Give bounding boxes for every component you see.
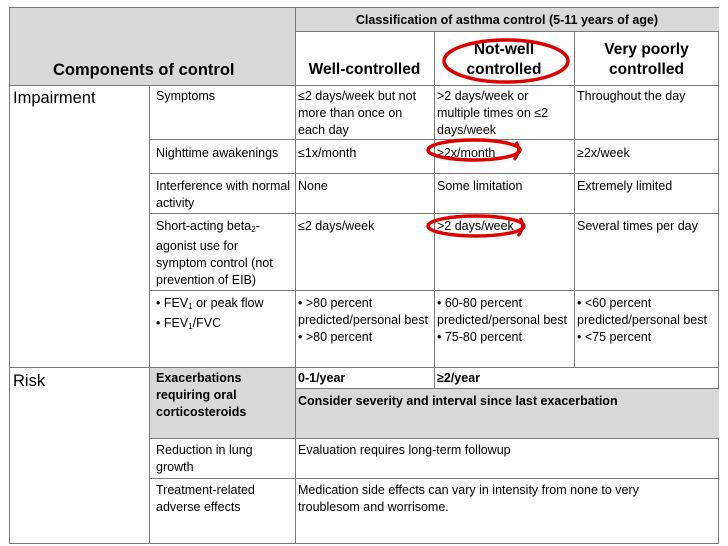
exacerbations-well: 0-1/year xyxy=(298,371,346,385)
grid-line xyxy=(149,85,150,544)
poor-cell: Extremely limited xyxy=(577,179,673,193)
poor-cell: Throughout the day xyxy=(577,89,686,103)
exacerbations-note: Consider severity and interval since last exacerbation xyxy=(298,394,618,408)
components-header: Components of control xyxy=(53,61,235,79)
adverse-effects-value: Medication side effects can vary in intensity from none to very troublesom and worrisome. xyxy=(298,483,639,514)
exacerbations-component: Exacerbations requiring oral corticosteroids xyxy=(156,371,247,419)
component-cell: • $FEV_1$ or peak flow • $FEV_1$/FVC xyxy=(156,296,264,331)
risk-label: Risk xyxy=(13,372,46,390)
component-cell: Short-acting beta$_2$-agonist use for symptom control (not prevention of EIB) xyxy=(156,219,273,287)
notwell-cell: >2 days/week xyxy=(437,219,514,233)
well-cell: None xyxy=(298,179,328,193)
component-cell: Nighttime awakenings xyxy=(156,146,279,160)
well-cell: ≤1x/month xyxy=(298,146,357,160)
grid-line xyxy=(149,438,719,439)
grid-line xyxy=(295,31,719,32)
well-controlled-header: Well-controlled xyxy=(308,61,421,78)
grid-line xyxy=(10,85,719,86)
adverse-effects-component: Treatment-related adverse effects xyxy=(156,483,255,514)
very-poorly-controlled-header: Very poorly controlled xyxy=(604,41,689,78)
poor-cell: Several times per day xyxy=(577,219,698,233)
notwell-cell: Some limitation xyxy=(437,179,523,193)
impairment-label: Impairment xyxy=(13,89,96,107)
notwell-cell: • 60-80 percent predicted/personal best • 75-80 percent xyxy=(437,296,567,344)
classification-header: Classification of asthma control (5-11 years of age) xyxy=(355,13,659,27)
exacerbations-notwell: ≥2/year xyxy=(437,371,481,385)
well-cell: ≤2 days/week xyxy=(298,219,375,233)
notwell-cell: ≥2x/month xyxy=(437,146,496,160)
notwell-cell: >2 days/week or multiple times on ≤2 days/week xyxy=(437,89,549,137)
well-cell: • >80 percent predicted/personal best • >80 percent xyxy=(298,296,428,344)
component-cell: Symptoms xyxy=(156,89,216,103)
well-cell: ≤2 days/week but not more than once on each day xyxy=(298,89,417,137)
poor-cell: • <60 percent predicted/personal best • <75 percent xyxy=(577,296,707,344)
not-well-controlled-header: Not-well controlled xyxy=(466,41,542,78)
asthma-control-table xyxy=(9,7,719,544)
grid-line xyxy=(295,388,719,389)
grid-line xyxy=(10,367,719,368)
component-cell: Interference with normal activity xyxy=(156,179,291,210)
poor-cell: ≥2x/week xyxy=(577,146,630,160)
lung-growth-value: Evaluation requires long-term followup xyxy=(298,443,511,457)
lung-growth-component: Reduction in lung growth xyxy=(156,443,253,474)
grid-line xyxy=(149,478,719,479)
